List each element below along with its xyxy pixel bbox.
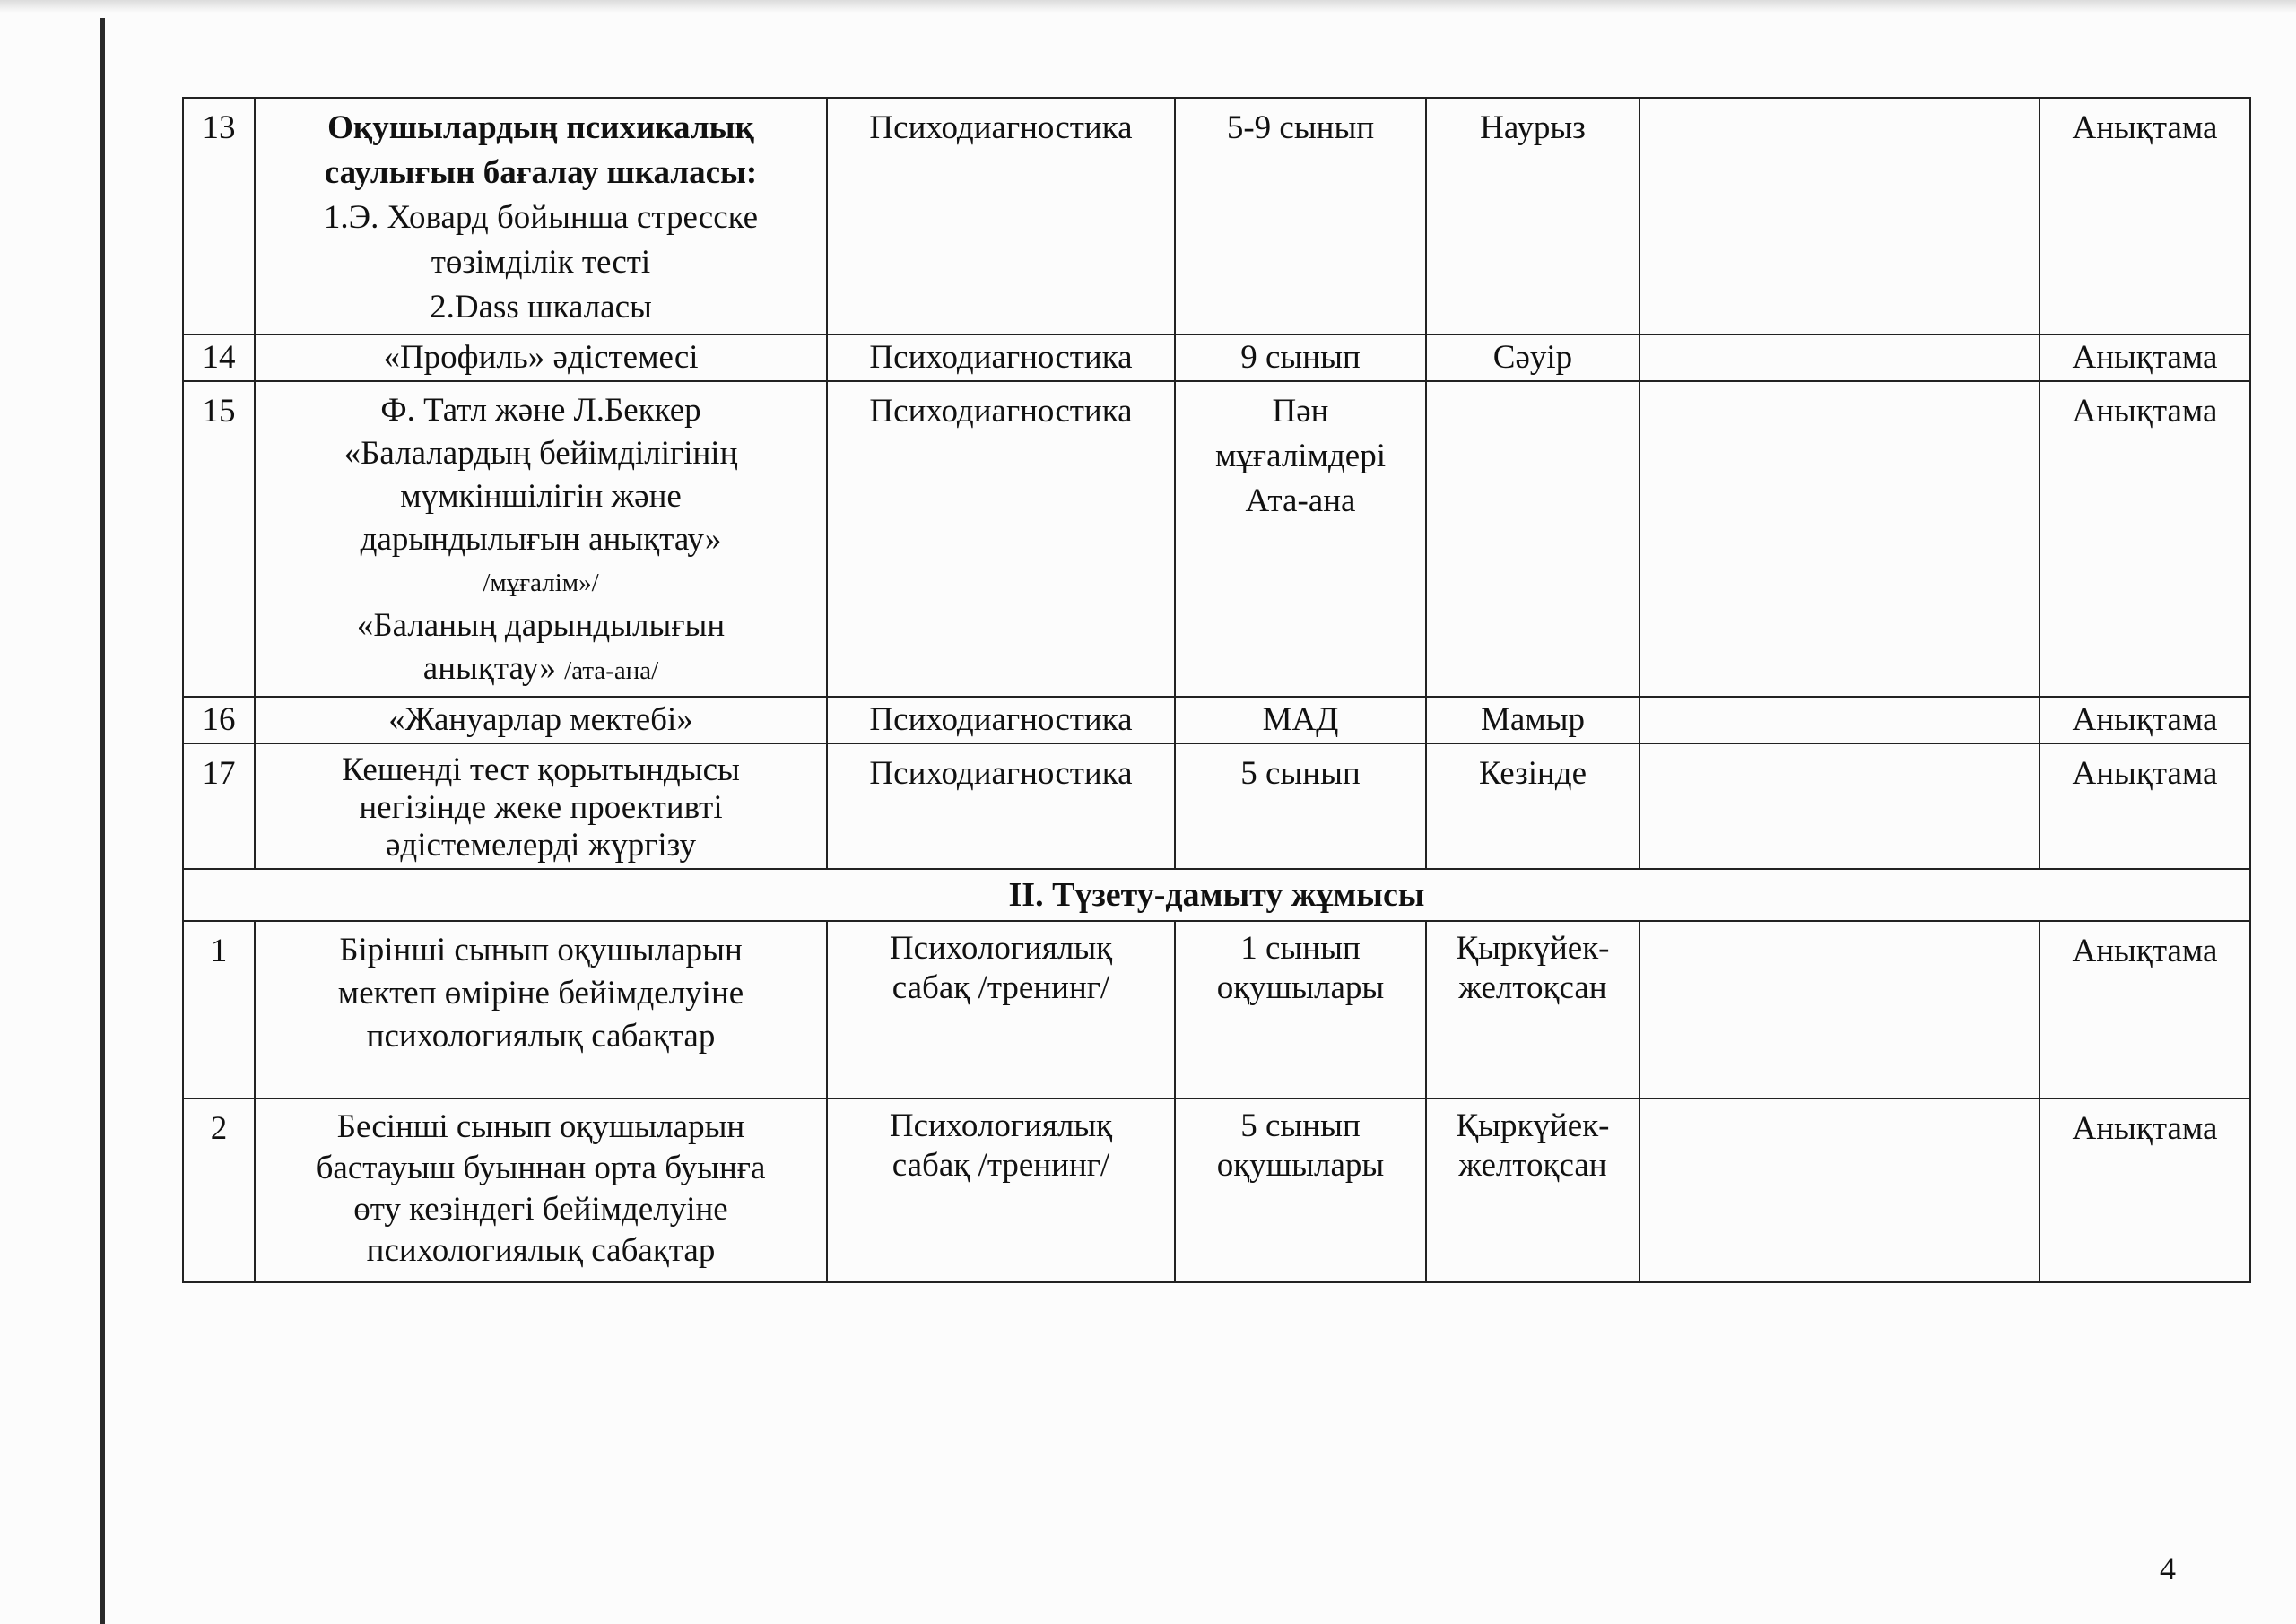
row-title-line: Бесінші сынып оқушыларын: [336, 1108, 745, 1145]
row-number: 17: [183, 743, 255, 869]
row-type-line: сабақ /тренинг/: [891, 1147, 1110, 1184]
row-type: Психодиагностика: [827, 381, 1175, 697]
row-time-cell: [1426, 1099, 1639, 1282]
row-time-cell: [1426, 921, 1639, 1099]
row-title-line: 1.Э. Ховард бойынша стресске: [323, 199, 759, 236]
row-empty-cell: [1639, 1099, 2039, 1282]
work-plan-table: [182, 97, 2251, 1283]
row-number: 16: [183, 697, 255, 743]
page-number: 4: [2160, 1550, 2176, 1586]
row-title-line: /мұғалім»/: [483, 569, 599, 597]
row-title-text: анықтау»: [422, 650, 556, 687]
row-empty-cell: [1639, 743, 2039, 869]
row-participants: 5 сынып: [1175, 743, 1426, 869]
row-time: [1426, 381, 1639, 697]
row-title-cell: [255, 1099, 827, 1282]
row-title-line: Бірінші сынып оқушыларын: [339, 932, 743, 968]
row-time-line: Қыркүйек-: [1456, 1107, 1610, 1144]
row-number: 13: [183, 98, 255, 334]
row-title-cell: [255, 98, 827, 334]
row-type-line: Психологиялық: [889, 930, 1113, 967]
section-header-row: [183, 869, 2250, 921]
row-time-line: Қыркүйек-: [1456, 930, 1610, 967]
row-type-cell: [827, 1099, 1175, 1282]
row-participants-line: Пән: [1272, 393, 1329, 430]
row-title-line: «Баланың дарындылығын: [356, 607, 726, 644]
row-result: Анықтама: [2039, 381, 2250, 697]
row-title-cell: [255, 381, 827, 697]
table-row: [183, 334, 2250, 381]
row-title-line: саулығын бағалау шкаласы:: [324, 154, 758, 191]
row-participants-line: оқушылары: [1216, 969, 1385, 1006]
row-type-cell: [827, 921, 1175, 1099]
row-participants: 5-9 сынып: [1175, 98, 1426, 334]
row-title-note: /ата-ана/: [564, 656, 659, 685]
row-title-cell: [255, 921, 827, 1099]
row-title: «Профиль» әдістемесі: [255, 334, 827, 381]
table-row: [183, 697, 2250, 743]
row-participants-cell: [1175, 1099, 1426, 1282]
row-empty-cell: [1639, 98, 2039, 334]
row-title-line: әдістемелерді жүргізу: [386, 827, 696, 864]
row-title-line: [261, 647, 821, 692]
row-time: Сәуір: [1426, 334, 1639, 381]
row-participants: МАД: [1175, 697, 1426, 743]
row-title-line: негізінде жеке проективті: [359, 789, 723, 826]
table-row: [183, 1099, 2250, 1282]
row-result: Анықтама: [2039, 334, 2250, 381]
section-title: II. Түзету-дамыту жұмысы: [183, 869, 2250, 921]
row-number: 1: [183, 921, 255, 1099]
row-result: Анықтама: [2039, 697, 2250, 743]
row-title-line: өту кезіндегі бейімделуіне: [353, 1191, 728, 1228]
row-time-line: желтоқсан: [1458, 1147, 1607, 1184]
row-title-line: Оқушылардың психикалық: [327, 109, 754, 146]
row-participants-cell: [1175, 921, 1426, 1099]
table-row: [183, 743, 2250, 869]
row-empty-cell: [1639, 381, 2039, 697]
row-participants-line: 1 сынып: [1240, 930, 1361, 967]
row-result: Анықтама: [2039, 1099, 2250, 1282]
row-participants-cell: [1175, 381, 1426, 697]
row-title: «Жануарлар мектебі»: [255, 697, 827, 743]
row-participants-line: мұғалімдері: [1214, 438, 1387, 474]
row-result: Анықтама: [2039, 743, 2250, 869]
row-empty-cell: [1639, 334, 2039, 381]
row-title-line: төзімділік тесті: [430, 244, 651, 281]
row-number: 2: [183, 1099, 255, 1282]
row-type-line: сабақ /тренинг/: [891, 969, 1110, 1006]
row-result: Анықтама: [2039, 98, 2250, 334]
row-title-line: Кешенді тест қорытындысы: [342, 751, 740, 788]
row-type: Психодиагностика: [827, 697, 1175, 743]
row-number: 14: [183, 334, 255, 381]
row-time: Наурыз: [1426, 98, 1639, 334]
scan-left-edge: [100, 18, 105, 1624]
row-title-line: «Балалардың бейімділігінің: [344, 435, 738, 472]
row-number: 15: [183, 381, 255, 697]
scan-top-shade: [0, 0, 2296, 13]
row-type: Психодиагностика: [827, 743, 1175, 869]
row-title-line: психологиялық сабақтар: [366, 1018, 716, 1055]
row-title-cell: [255, 743, 827, 869]
row-participants-line: 5 сынып: [1240, 1107, 1361, 1144]
row-title-line: дарындылығын анықтау»: [360, 521, 722, 558]
row-type-line: Психологиялық: [889, 1107, 1113, 1144]
row-title-line: бастауыш буыннан орта буынға: [316, 1150, 766, 1186]
row-empty-cell: [1639, 697, 2039, 743]
row-type: Психодиагностика: [827, 334, 1175, 381]
row-type: Психодиагностика: [827, 98, 1175, 334]
row-time-line: желтоқсан: [1458, 969, 1607, 1006]
row-title-line: мектеп өміріне бейімделуіне: [337, 975, 744, 1012]
row-result: Анықтама: [2039, 921, 2250, 1099]
table-row: [183, 921, 2250, 1099]
table-row: [183, 98, 2250, 334]
row-empty-cell: [1639, 921, 2039, 1099]
row-title-line: психологиялық сабақтар: [366, 1232, 716, 1269]
row-title-line: 2.Dass шкаласы: [430, 289, 652, 326]
row-title-line: мүмкіншілігін және: [400, 478, 682, 515]
row-time: Мамыр: [1426, 697, 1639, 743]
row-participants-line: Ата-ана: [1245, 482, 1356, 519]
table-row: [183, 381, 2250, 697]
row-title-line: Ф. Татл және Л.Беккер: [380, 392, 701, 429]
row-participants: 9 сынып: [1175, 334, 1426, 381]
row-participants-line: оқушылары: [1216, 1147, 1385, 1184]
row-time: Кезінде: [1426, 743, 1639, 869]
